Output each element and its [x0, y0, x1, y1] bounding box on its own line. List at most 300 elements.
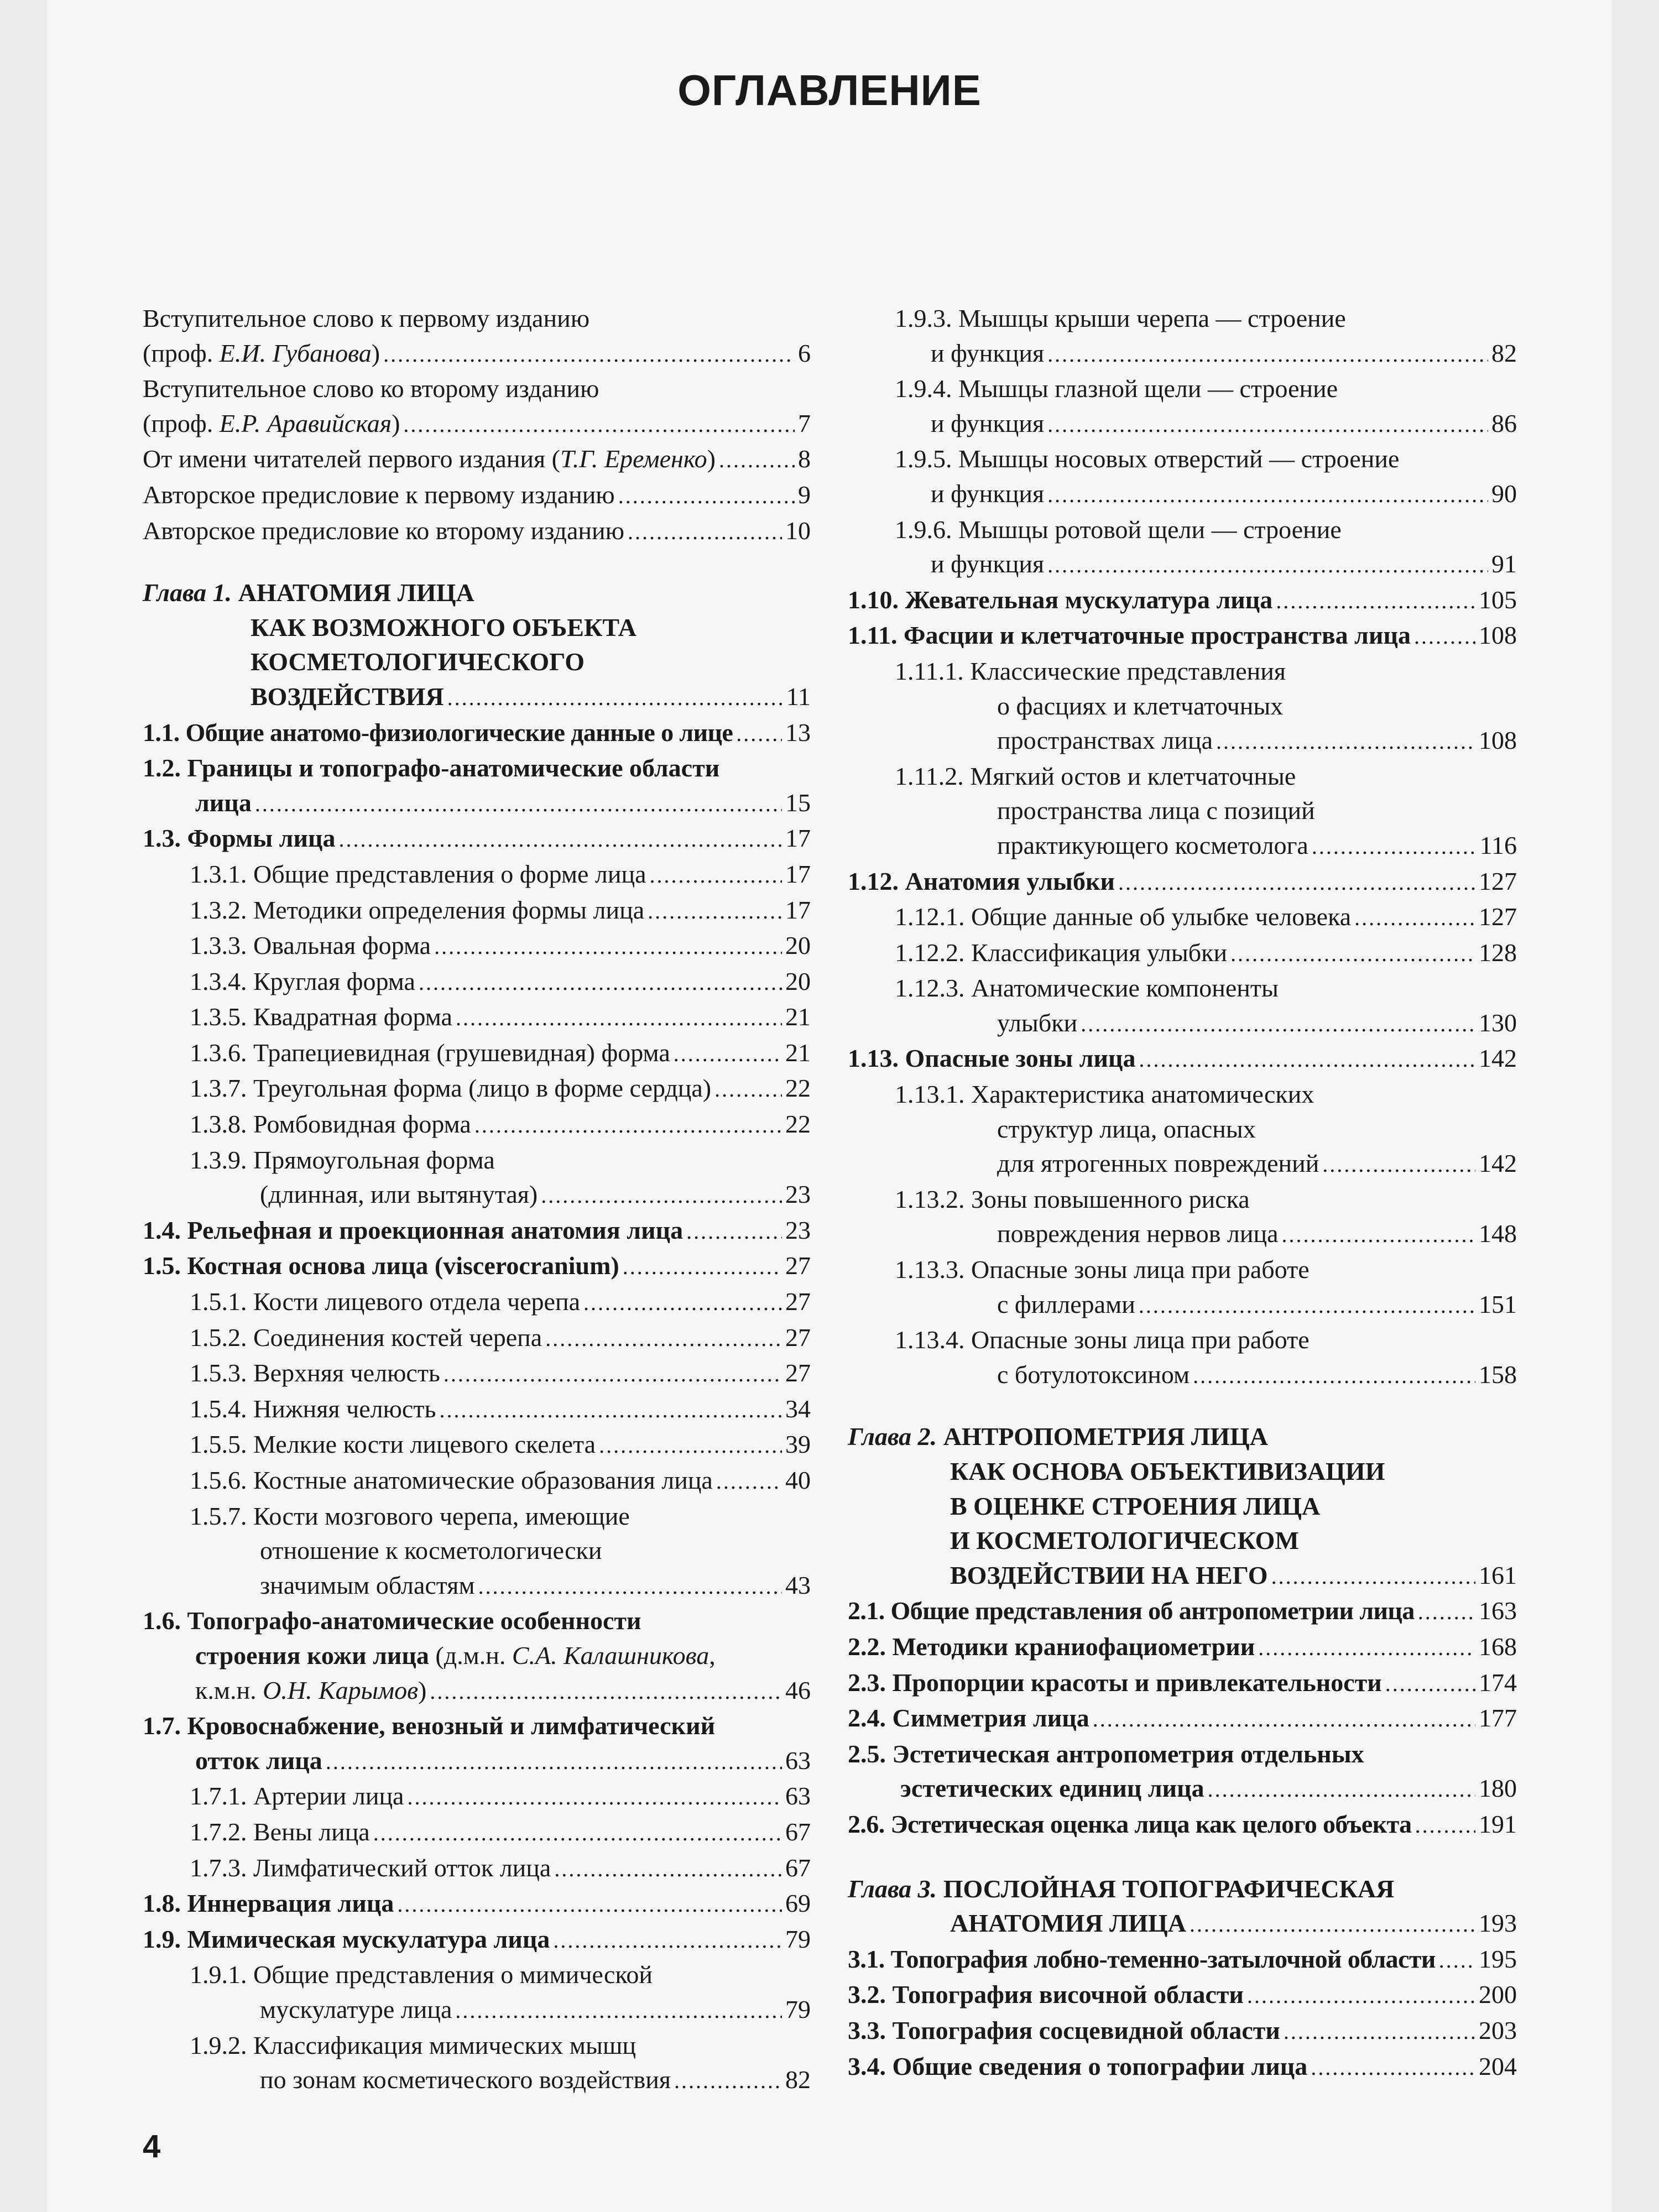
dot-leader: [1414, 619, 1475, 654]
toc-entry-text: [997, 1217, 1279, 1251]
toc-entry-text: [190, 1146, 495, 1174]
section-number: 3.3.: [848, 2016, 886, 2044]
page-ref: 200: [1479, 1980, 1517, 2009]
page-ref: 177: [1479, 1704, 1517, 1733]
toc-entry: [143, 1744, 811, 1780]
page-ref: 15: [785, 788, 811, 817]
section-number: 1.8.: [143, 1889, 181, 1918]
toc-entry-line: [143, 1499, 811, 1534]
toc-entry-line: [848, 1112, 1517, 1147]
toc-entry-text: [143, 578, 474, 607]
toc-entry-line: [848, 1323, 1517, 1358]
toc-entry: [143, 964, 811, 1000]
toc-entry-text: [931, 547, 1044, 582]
dot-leader: [554, 1852, 782, 1887]
page-ref: 193: [1479, 1909, 1517, 1938]
dot-leader: [650, 858, 782, 893]
section-number: 1.5.6.: [190, 1466, 247, 1494]
dot-leader: [545, 1322, 782, 1357]
entry-text-suffix: ): [392, 409, 400, 437]
toc-entry: [143, 1000, 811, 1036]
section-number: 3.1.: [848, 1944, 885, 1973]
toc-entry: [848, 547, 1517, 583]
entry-title: к.м.н.: [195, 1676, 263, 1704]
toc-entry-text: [997, 828, 1308, 863]
dot-leader: [1311, 2051, 1475, 2085]
toc-entry-text: [848, 1942, 1436, 1977]
entry-title: Границы и топографо-анатомические области: [187, 754, 720, 782]
toc-entry: [143, 680, 811, 716]
entry-author: Е.Р. Аравийская: [219, 409, 392, 437]
entry-title: Авторское предисловие к первому изданию: [143, 480, 615, 509]
section-number: 1.3.7.: [190, 1074, 247, 1103]
toc-entry: [848, 1666, 1517, 1702]
toc-entry-text: [195, 1673, 426, 1708]
toc-entry: [848, 2013, 1517, 2049]
toc-entry-text: [848, 618, 1411, 653]
toc-entry-line: [143, 611, 811, 645]
page-ref: 17: [785, 824, 811, 853]
entry-title: Круглая форма: [253, 967, 415, 995]
toc-entry-text: [143, 374, 599, 403]
dot-leader: [1354, 901, 1475, 936]
section-number: 1.9.: [143, 1924, 181, 1953]
toc-entry: [143, 1036, 811, 1072]
entry-title: эстетических единиц лица: [900, 1774, 1204, 1803]
toc-entry-text: [895, 657, 1286, 685]
toc-entry: [848, 406, 1517, 442]
dot-leader: [648, 894, 782, 929]
toc-entry-text: [997, 796, 1315, 825]
dot-leader: [439, 1393, 782, 1428]
section-number: 1.5.1.: [190, 1287, 247, 1316]
entry-title: Мышцы крыши черепа — строение: [958, 304, 1346, 332]
entry-text-suffix: ): [371, 338, 380, 367]
toc-entry-text: [848, 1978, 1244, 2012]
entry-title: Верхняя челюсть: [253, 1359, 440, 1387]
dot-leader: [1385, 1667, 1475, 1702]
dot-leader: [1322, 1147, 1475, 1182]
toc-entry-text: [143, 716, 733, 750]
toc-entry: [143, 1779, 811, 1815]
entry-title: улыбки: [997, 1008, 1078, 1037]
entry-title: Мышцы носовых отверстий — строение: [958, 445, 1400, 473]
entry-title: Опасные зоны лица: [905, 1044, 1136, 1073]
toc-entry-text: [190, 1851, 551, 1886]
toc-entry-line: [143, 645, 811, 680]
toc-entry-text: [143, 1922, 550, 1957]
entry-title: повреждения нервов лица: [997, 1219, 1279, 1248]
toc-entry: [143, 336, 811, 372]
toc-entry-line: [848, 442, 1517, 477]
toc-entry: [143, 1851, 811, 1887]
page-ref: 6: [798, 338, 811, 367]
section-number: 2.5.: [848, 1739, 886, 1768]
section-number: 2.6.: [848, 1809, 885, 1838]
entry-title: (проф.: [143, 338, 220, 367]
entry-text-suffix: ): [418, 1676, 427, 1704]
entry-title: Фасции и клетчаточные пространства лица: [903, 621, 1411, 650]
page-ref: 63: [785, 1782, 811, 1811]
section-number: 1.13.1.: [895, 1080, 965, 1109]
entry-title: Пропорции красоты и привлекательности: [892, 1668, 1382, 1697]
toc-entry-text: [260, 2063, 671, 2098]
dot-leader: [1208, 1772, 1475, 1807]
toc-entry-text: [143, 1213, 683, 1248]
section-number: 1.5.5.: [190, 1430, 247, 1459]
toc-entry-text: [848, 1701, 1089, 1736]
entry-title: по зонам косметического воздействия: [260, 2065, 671, 2094]
entry-title: Кости лицевого отдела черепа: [253, 1287, 580, 1316]
entry-title: Рельефная и проекционная анатомия лица: [187, 1215, 684, 1244]
section-number: 1.3.: [143, 824, 181, 853]
toc-entry: [848, 1558, 1517, 1594]
toc-entry-text: [848, 1666, 1382, 1700]
section-spacer: [848, 1393, 1517, 1420]
entry-title: Общие представления о форме лица: [253, 859, 646, 888]
toc-entry-text: [190, 1071, 711, 1106]
entry-title: Соединения костей черепа: [253, 1323, 542, 1352]
entry-title: Артерии лица: [253, 1782, 404, 1811]
entry-title: и функция: [931, 479, 1045, 508]
page-ref: 23: [785, 1180, 811, 1209]
entry-title: Вступительное слово к первому изданию: [143, 304, 590, 332]
toc-entry: [848, 583, 1517, 619]
toc-entry: [848, 1146, 1517, 1182]
page-ref: 82: [785, 2065, 811, 2094]
section-number: 1.11.: [848, 621, 898, 650]
toc-entry-line: [848, 689, 1517, 724]
toc-entry-text: [143, 1606, 641, 1635]
entry-title: Эстетическая антропометрия отдельных: [892, 1739, 1364, 1768]
toc-entry: [143, 1107, 811, 1143]
toc-entry: [848, 1807, 1517, 1843]
toc-entry: [143, 893, 811, 929]
page-ref: 191: [1479, 1809, 1517, 1838]
toc-entry-text: [997, 1146, 1319, 1181]
section-number: 1.5.: [143, 1251, 181, 1280]
toc-chapter-heading: [848, 1420, 1517, 1454]
toc-entry-line: [143, 301, 811, 336]
dot-leader: [1418, 1595, 1475, 1630]
dot-leader: [1193, 1359, 1475, 1394]
toc-entry: [143, 2063, 811, 2099]
page-ref: 79: [785, 1924, 811, 1953]
page-ref: 40: [785, 1466, 811, 1494]
toc-entry-text: [190, 1107, 471, 1142]
entry-title: отток лица: [195, 1746, 322, 1775]
entry-title: строения кожи лица: [195, 1641, 429, 1670]
toc-entry-text: [190, 2031, 636, 2059]
toc-entry: [848, 1217, 1517, 1253]
entry-title: Методики краниофациометрии: [892, 1632, 1255, 1661]
toc-entry-text: [848, 2049, 1307, 2084]
section-number: 1.13.2.: [895, 1185, 965, 1213]
toc-entry-text: [260, 1177, 538, 1212]
entry-title: Общие сведения о топографии лица: [892, 2052, 1308, 2080]
entry-title: Мышцы ротовой щели — строение: [958, 515, 1342, 544]
toc-entry-line: [143, 1604, 811, 1639]
page-title: ОГЛАВЛЕНИЕ: [677, 66, 982, 114]
section-number: 2.2.: [848, 1632, 886, 1661]
dot-leader: [383, 337, 795, 372]
page-ref: 13: [785, 718, 811, 747]
page-ref: 180: [1479, 1774, 1517, 1803]
toc-entry-line: [848, 654, 1517, 689]
toc-entry-text: [143, 478, 615, 513]
dot-leader: [1047, 408, 1488, 442]
toc-entry-text: [895, 900, 1351, 935]
page-ref: 105: [1479, 585, 1517, 614]
entry-title: Топография височной области: [892, 1980, 1244, 2009]
section-number: 1.3.2.: [190, 895, 247, 924]
toc-entry-text: [895, 1185, 1250, 1213]
entry-title: И КОСМЕТОЛОГИЧЕСКОМ: [950, 1526, 1299, 1555]
page-ref: 161: [1479, 1561, 1517, 1589]
dot-leader: [623, 1250, 782, 1285]
toc-entry-text: [950, 1906, 1186, 1941]
page-ref: 108: [1479, 621, 1517, 650]
dot-leader: [1093, 1702, 1475, 1737]
dot-leader: [397, 1887, 782, 1922]
section-number: 1.12.: [848, 867, 899, 895]
page-ref: 23: [785, 1215, 811, 1244]
toc-column-left: [143, 301, 811, 2099]
page-ref: 168: [1479, 1632, 1517, 1661]
toc-entry-text: [190, 1463, 713, 1498]
toc-entry: [143, 1886, 811, 1922]
entry-title: Вступительное слово ко второму изданию: [143, 374, 599, 403]
entry-title: Костная основа лица (viscerocranium): [187, 1251, 619, 1280]
section-number: 1.3.8.: [190, 1110, 247, 1139]
toc-entry-text: [143, 754, 719, 782]
toc-entry: [848, 1630, 1517, 1666]
page-ref: 20: [785, 967, 811, 995]
toc-entry-line: [848, 1077, 1517, 1112]
page-ref: 10: [785, 516, 811, 545]
entry-title: пространства лица с позиций: [997, 796, 1315, 825]
entry-title: с филлерами: [997, 1290, 1135, 1318]
page-ref: 8: [798, 445, 811, 473]
entry-title: и функция: [931, 409, 1045, 437]
entry-title: Опасные зоны лица при работе: [971, 1255, 1310, 1284]
section-number: 1.4.: [143, 1215, 181, 1244]
page-ref: 158: [1479, 1360, 1517, 1389]
dot-leader: [1282, 1218, 1475, 1253]
toc-chapter-heading: [848, 1872, 1517, 1907]
entry-title: Классические представления: [970, 656, 1286, 685]
section-number: 1.7.: [143, 1712, 181, 1740]
toc-entry-text: [190, 1815, 370, 1850]
dot-leader: [716, 1464, 782, 1499]
entry-title: Лимфатический отток лица: [253, 1853, 551, 1882]
toc-entry-text: [190, 1392, 436, 1427]
section-number: 1.7.3.: [190, 1853, 247, 1882]
page-ref: 21: [785, 1003, 811, 1031]
dot-leader: [674, 1037, 782, 1072]
entry-title: Зоны повышенного риска: [971, 1185, 1250, 1213]
toc-entry: [848, 936, 1517, 972]
entry-title: Ромбовидная форма: [253, 1110, 471, 1139]
dot-leader: [686, 1214, 782, 1249]
toc-entry-text: [190, 893, 644, 928]
page-ref: 79: [785, 1995, 811, 2023]
page-ref: 203: [1479, 2016, 1517, 2044]
toc-entry-text: [950, 1526, 1299, 1554]
toc-entry: [143, 514, 811, 550]
toc-entry-text: [190, 1036, 670, 1071]
toc-entry-text: [251, 648, 585, 676]
dot-leader: [1247, 1979, 1475, 2013]
toc-entry: [143, 1463, 811, 1499]
section-number: 1.9.3.: [895, 304, 952, 332]
toc-entry-line: [143, 1958, 811, 1992]
dot-leader: [1230, 937, 1475, 972]
section-number: 1.13.4.: [895, 1326, 965, 1354]
section-number: 1.3.3.: [190, 931, 247, 960]
page-ref: 195: [1479, 1944, 1517, 1973]
section-number: 1.7.2.: [190, 1817, 247, 1846]
section-number: 1.5.4.: [190, 1394, 247, 1423]
page-ref: 34: [785, 1394, 811, 1423]
dot-leader: [373, 1816, 782, 1851]
toc-entry-text: [997, 1006, 1077, 1041]
dot-leader: [719, 443, 795, 478]
toc-entry-line: [143, 1709, 811, 1744]
toc-entry-text: [848, 1740, 1364, 1768]
section-number: 3.4.: [848, 2052, 886, 2080]
section-number: 1.9.1.: [190, 1960, 247, 1989]
toc-entry: [848, 828, 1517, 864]
toc-entry-text: [895, 515, 1342, 544]
dot-leader: [674, 2064, 782, 2099]
toc-entry-line: [143, 2028, 811, 2063]
toc-entry-line: [848, 1182, 1517, 1217]
entry-title: Прямоугольная форма: [253, 1145, 495, 1174]
toc-entry-text: [848, 1594, 1415, 1629]
entry-title: ПОСЛОЙНАЯ ТОПОГРАФИЧЕСКАЯ: [943, 1874, 1395, 1903]
toc-entry: [143, 1177, 811, 1213]
toc-entry: [143, 1568, 811, 1604]
dot-leader: [456, 1001, 782, 1036]
toc-entry-text: [895, 445, 1399, 473]
dot-leader: [1047, 478, 1488, 513]
dot-leader: [447, 681, 783, 716]
entry-title: Общие анатомо-физиологические данные о лице: [185, 718, 733, 747]
toc-entry: [143, 1356, 811, 1392]
toc-entry-line: [848, 1489, 1517, 1524]
section-number: 3.2.: [848, 1980, 886, 2009]
toc-entry: [848, 1594, 1517, 1630]
toc-entry-text: [997, 1287, 1135, 1322]
dot-leader: [1047, 337, 1488, 372]
entry-title: АНАТОМИЯ ЛИЦА: [238, 578, 474, 607]
toc-entry: [143, 821, 811, 857]
dot-leader: [407, 1780, 782, 1815]
toc-entry: [143, 1321, 811, 1357]
toc-entry: [143, 478, 811, 514]
toc-entry: [143, 1427, 811, 1463]
dot-leader: [430, 1674, 782, 1709]
toc-entry: [848, 900, 1517, 936]
page-ref: 163: [1479, 1597, 1517, 1625]
toc-entry-text: [950, 1457, 1385, 1485]
entry-title: КОСМЕТОЛОГИЧЕСКОГО: [251, 648, 585, 676]
toc-entry-text: [950, 1558, 1268, 1593]
section-number: 1.7.1.: [190, 1782, 247, 1811]
dot-leader: [255, 787, 782, 822]
dot-leader: [434, 930, 782, 964]
page-ref: 9: [798, 480, 811, 509]
entry-title: Жевательная мускулатура лица: [905, 585, 1273, 614]
entry-title: Анатомия улыбки: [905, 867, 1115, 895]
toc-entry-text: [848, 1630, 1255, 1665]
dot-leader: [1139, 1042, 1476, 1077]
page-ref: 86: [1491, 409, 1517, 437]
dot-leader: [338, 822, 782, 857]
page-ref: 63: [785, 1746, 811, 1775]
entry-author: Е.И. Губанова: [219, 338, 372, 367]
page-ref: 174: [1479, 1668, 1517, 1697]
section-number: 1.9.4.: [895, 374, 952, 403]
page-ref: 108: [1479, 726, 1517, 755]
section-number: 2.3.: [848, 1668, 886, 1697]
section-number: 1.5.3.: [190, 1359, 247, 1387]
dot-leader: [444, 1357, 782, 1392]
entry-title: Иннервация лица: [187, 1889, 394, 1918]
entry-title: лица: [195, 788, 252, 817]
toc-entry: [143, 857, 811, 893]
section-spacer: [143, 549, 811, 576]
entry-title: Кости мозгового черепа, имеющие: [253, 1501, 630, 1530]
entry-title: АНАТОМИЯ ЛИЦА: [950, 1909, 1187, 1938]
toc-entry-text: [895, 936, 1227, 971]
toc-entry: [143, 442, 811, 478]
entry-title: пространствах лица: [997, 726, 1213, 755]
page-ref: 148: [1479, 1219, 1517, 1248]
dot-leader: [1081, 1007, 1475, 1042]
entry-title: о фасциях и клетчаточных: [997, 691, 1284, 720]
entry-title: Эстетическая оценка лица как целого объекта: [890, 1809, 1412, 1838]
entry-title: Методики определения формы лица: [253, 895, 645, 924]
dot-leader: [1439, 1943, 1475, 1978]
toc-entry-text: [195, 1744, 322, 1778]
dot-leader: [1216, 724, 1475, 759]
toc-entry: [848, 1287, 1517, 1323]
chapter-label: Глава 2.: [848, 1422, 937, 1451]
toc-entry-text: [143, 1249, 619, 1284]
page-number: 4: [143, 2128, 161, 2164]
entry-author: Т.Г. Еременко: [560, 445, 707, 473]
toc-entry-line: [848, 1253, 1517, 1287]
entry-title: Общие данные об улыбке человека: [971, 902, 1352, 931]
entry-title: с ботулотоксином: [997, 1360, 1190, 1389]
entry-title: Общие представления об антропометрии лица: [890, 1597, 1415, 1625]
toc-entry-text: [848, 1422, 1268, 1451]
toc-entry-text: [260, 1568, 475, 1603]
entry-title: КАК ОСНОВА ОБЪЕКТИВИЗАЦИИ: [950, 1457, 1385, 1485]
entry-title: В ОЦЕНКЕ СТРОЕНИЯ ЛИЦА: [950, 1491, 1321, 1520]
entry-title: (длинная, или вытянутая): [260, 1180, 538, 1209]
dot-leader: [419, 966, 782, 1000]
entry-title: Авторское предисловие ко второму изданию: [143, 516, 624, 545]
entry-title: Треугольная форма (лицо в форме сердца): [253, 1074, 712, 1103]
dot-leader: [541, 1178, 782, 1213]
entry-title: Классификация улыбки: [971, 938, 1228, 967]
entry-title: Классификация мимических мышц: [253, 2031, 636, 2059]
toc-entry-text: [895, 1255, 1310, 1284]
toc-entry-text: [190, 1285, 580, 1319]
